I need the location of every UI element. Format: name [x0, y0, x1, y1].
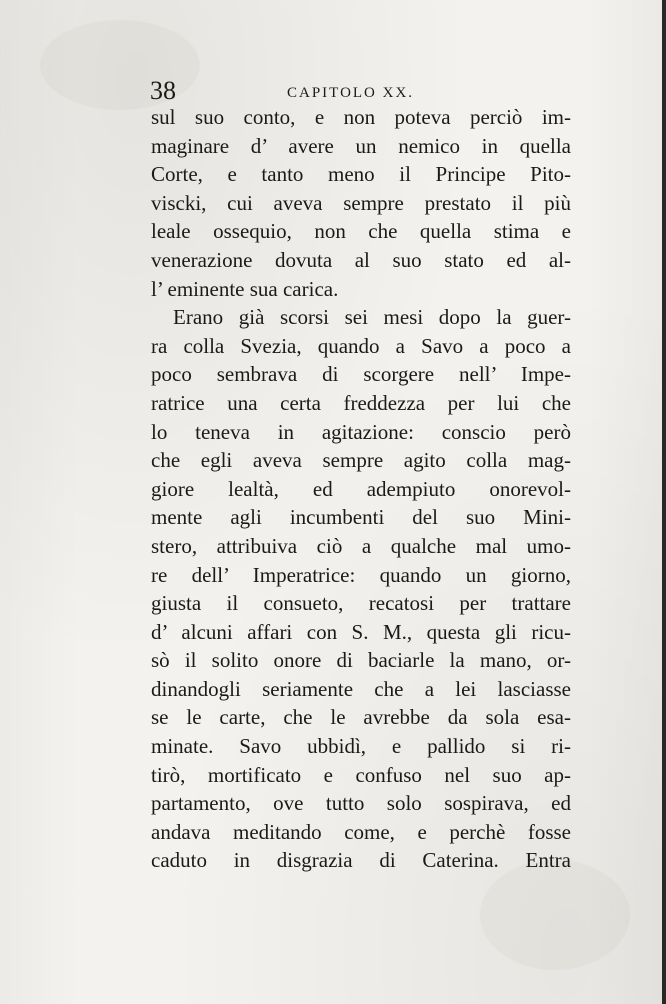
- page-edge-shadow: [662, 0, 666, 1004]
- text-line: Corte, e tanto meno il Principe Pito-: [151, 162, 571, 187]
- text-line: stero, attribuiva ciò a qualche mal umo-: [151, 533, 571, 558]
- text-line: maginare d’ avere un nemico in quella: [151, 133, 571, 158]
- text-line: mente agli incumbenti del suo Mini-: [151, 505, 571, 530]
- page-header: [150, 78, 570, 104]
- text-line: sò il solito onore di baciarle la mano, or-: [151, 648, 571, 673]
- text-line: ratrice una certa freddezza per lui che: [151, 390, 571, 415]
- paragraph-start-line: Erano già scorsi sei mesi dopo la guer-: [173, 305, 571, 330]
- text-line: giusta il consueto, recatosi per trattare: [151, 591, 571, 616]
- text-line: che egli aveva sempre agito colla mag-: [151, 448, 571, 473]
- text-line: dinandogli seriamente che a lei lasciasse: [151, 676, 571, 701]
- paper-stain: [480, 860, 630, 970]
- text-line: venerazione dovuta al suo stato ed al-: [151, 247, 571, 272]
- text-line: leale ossequio, non che quella stima e: [151, 219, 571, 244]
- text-line: l’ eminente sua carica.: [151, 276, 339, 301]
- running-head: CAPITOLO XX.: [287, 85, 415, 101]
- text-line: ra colla Svezia, quando a Savo a poco a: [151, 333, 571, 358]
- text-line: d’ alcuni affari con S. M., questa gli ricu-: [151, 619, 571, 644]
- text-line: minate. Savo ubbidì, e pallido si ri-: [151, 734, 571, 759]
- body-text: [151, 103, 571, 875]
- text-line: giore lealtà, ed adempiuto onorevol-: [151, 476, 571, 501]
- text-line: partamento, ove tutto solo sospirava, ed: [151, 791, 571, 816]
- page-number: 38: [150, 76, 176, 105]
- text-line: lo teneva in agitazione: conscio però: [151, 419, 571, 444]
- text-line: tirò, mortificato e confuso nel suo ap-: [151, 762, 571, 787]
- text-line: sul suo conto, e non poteva perciò im-: [151, 105, 571, 129]
- text-line: caduto in disgrazia di Caterina. Entra: [151, 848, 571, 873]
- text-line: viscki, cui aveva sempre prestato il più: [151, 190, 571, 215]
- text-line: andava meditando come, e perchè fosse: [151, 819, 571, 844]
- text-line: poco sembrava di scorgere nell’ Impe-: [151, 362, 571, 387]
- text-line: se le carte, che le avrebbe da sola esa-: [151, 705, 571, 730]
- text-line: re dell’ Imperatrice: quando un giorno,: [151, 562, 571, 587]
